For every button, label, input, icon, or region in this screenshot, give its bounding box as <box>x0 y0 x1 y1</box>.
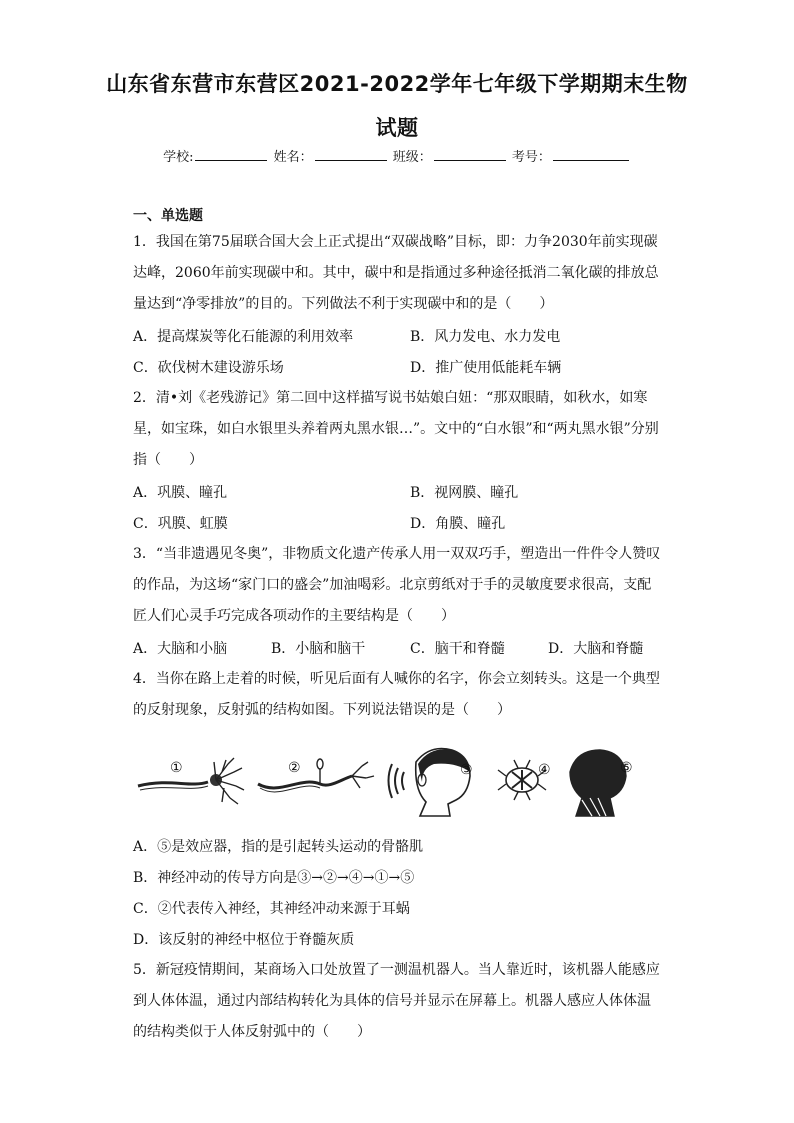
question-4-option-c[interactable]: C．②代表传入神经，其神经冲动来源于耳蜗 <box>133 901 410 917</box>
reflex-arc-figure <box>130 742 650 820</box>
question-2-option-c[interactable]: C．巩膜、虹膜 <box>133 516 228 532</box>
question-1-line: 量达到“净零排放”的目的。下列做法不利于实现碳中和的是（ ） <box>133 296 554 312</box>
question-3-line: 的作品，为这场“家门口的盛会”加油喝彩。北京剪纸对于手的灵敏度要求很高，支配 <box>133 577 652 593</box>
question-4-line: 4．当你在路上走着的时候，听见后面有人喊你的名字，你会立刻转头。这是一个典型 <box>133 671 660 687</box>
ear-receptor-illustration <box>389 749 473 817</box>
question-4-option-d[interactable]: D．该反射的神经中枢位于脊髓灰质 <box>133 932 355 948</box>
figure-label-4: ④ <box>538 762 551 778</box>
question-2-line: 2．清•刘《老残游记》第二回中这样描写说书姑娘白妞：“那双眼睛，如秋水，如寒 <box>133 390 648 406</box>
page-title: 山东省东营市东营区2021-2022学年七年级下学期期末生物 <box>106 72 688 96</box>
exam-number-blank[interactable] <box>553 148 629 161</box>
exam-number-label: 考号： <box>511 150 551 165</box>
school-label: 学校: <box>163 150 194 165</box>
question-3-option-d[interactable]: D．大脑和脊髓 <box>548 641 644 657</box>
afferent-neuron-illustration <box>258 759 374 792</box>
page-title-continued: 试题 <box>375 116 419 140</box>
school-blank[interactable] <box>195 148 267 161</box>
name-blank[interactable] <box>315 148 387 161</box>
question-2-option-b[interactable]: B．视网膜、瞳孔 <box>410 485 519 501</box>
question-2-line: 指（ ） <box>133 452 203 468</box>
question-1-line: 达峰，2060年前实现碳中和。其中，碳中和是指通过多种途径抵消二氧化碳的排放总 <box>133 265 659 281</box>
question-3-line: 匠人们心灵手巧完成各项动作的主要结构是（ ） <box>133 608 455 624</box>
question-3-line: 3．“当非遗遇见冬奥”，非物质文化遗产传承人用一双双巧手，塑造出一件件令人赞叹 <box>133 546 661 562</box>
figure-label-3: ③ <box>460 762 473 778</box>
name-label: 姓名： <box>273 150 313 165</box>
figure-label-1: ① <box>170 760 183 776</box>
question-2-option-a[interactable]: A．巩膜、瞳孔 <box>133 485 228 501</box>
question-4-option-b[interactable]: B．神经冲动的传导方向是③→②→④→①→⑤ <box>133 870 415 886</box>
question-2-option-d[interactable]: D．角膜、瞳孔 <box>410 516 506 532</box>
question-3-option-c[interactable]: C．脑干和脊髓 <box>410 641 505 657</box>
efferent-neuron-illustration <box>138 758 244 804</box>
question-1-option-b[interactable]: B．风力发电、水力发电 <box>410 329 561 345</box>
question-1-line: 1．我国在第75届联合国大会上正式提出“双碳战略”目标，即：力争2030年前实现碳 <box>133 234 658 250</box>
figure-label-2: ② <box>288 760 301 776</box>
section-title: 一、单选题 <box>133 208 203 224</box>
question-5-line: 5．新冠疫情期间，某商场入口处放置了一测温机器人。当人靠近时，该机器人能感应 <box>133 962 660 978</box>
nerve-center-illustration <box>498 760 551 800</box>
effector-muscle-illustration <box>570 750 633 816</box>
figure-label-5: ⑤ <box>620 760 633 776</box>
question-1-option-c[interactable]: C．砍伐树木建设游乐场 <box>133 360 284 376</box>
question-4-line: 的反射现象，反射弧的结构如图。下列说法错误的是（ ） <box>133 702 511 718</box>
question-4-option-a[interactable]: A．⑤是效应器，指的是引起转头运动的骨骼肌 <box>133 839 424 855</box>
question-2-line: 星，如宝珠，如白水银里头养着两丸黑水银…”。文中的“白水银”和“两丸黑水银”分别 <box>133 421 659 437</box>
class-blank[interactable] <box>434 148 506 161</box>
question-3-option-b[interactable]: B．小脑和脑干 <box>271 641 366 657</box>
question-1-option-a[interactable]: A．提高煤炭等化石能源的利用效率 <box>133 329 354 345</box>
class-label: 班级： <box>392 150 432 165</box>
question-5-line: 到人体体温，通过内部结构转化为具体的信号并显示在屏幕上。机器人感应人体体温 <box>133 993 651 1009</box>
question-1-option-d[interactable]: D．推广使用低能耗车辆 <box>410 360 562 376</box>
question-5-line: 的结构类似于人体反射弧中的（ ） <box>133 1024 371 1040</box>
student-info-row <box>0 146 794 165</box>
question-3-option-a[interactable]: A．大脑和小脑 <box>133 641 228 657</box>
